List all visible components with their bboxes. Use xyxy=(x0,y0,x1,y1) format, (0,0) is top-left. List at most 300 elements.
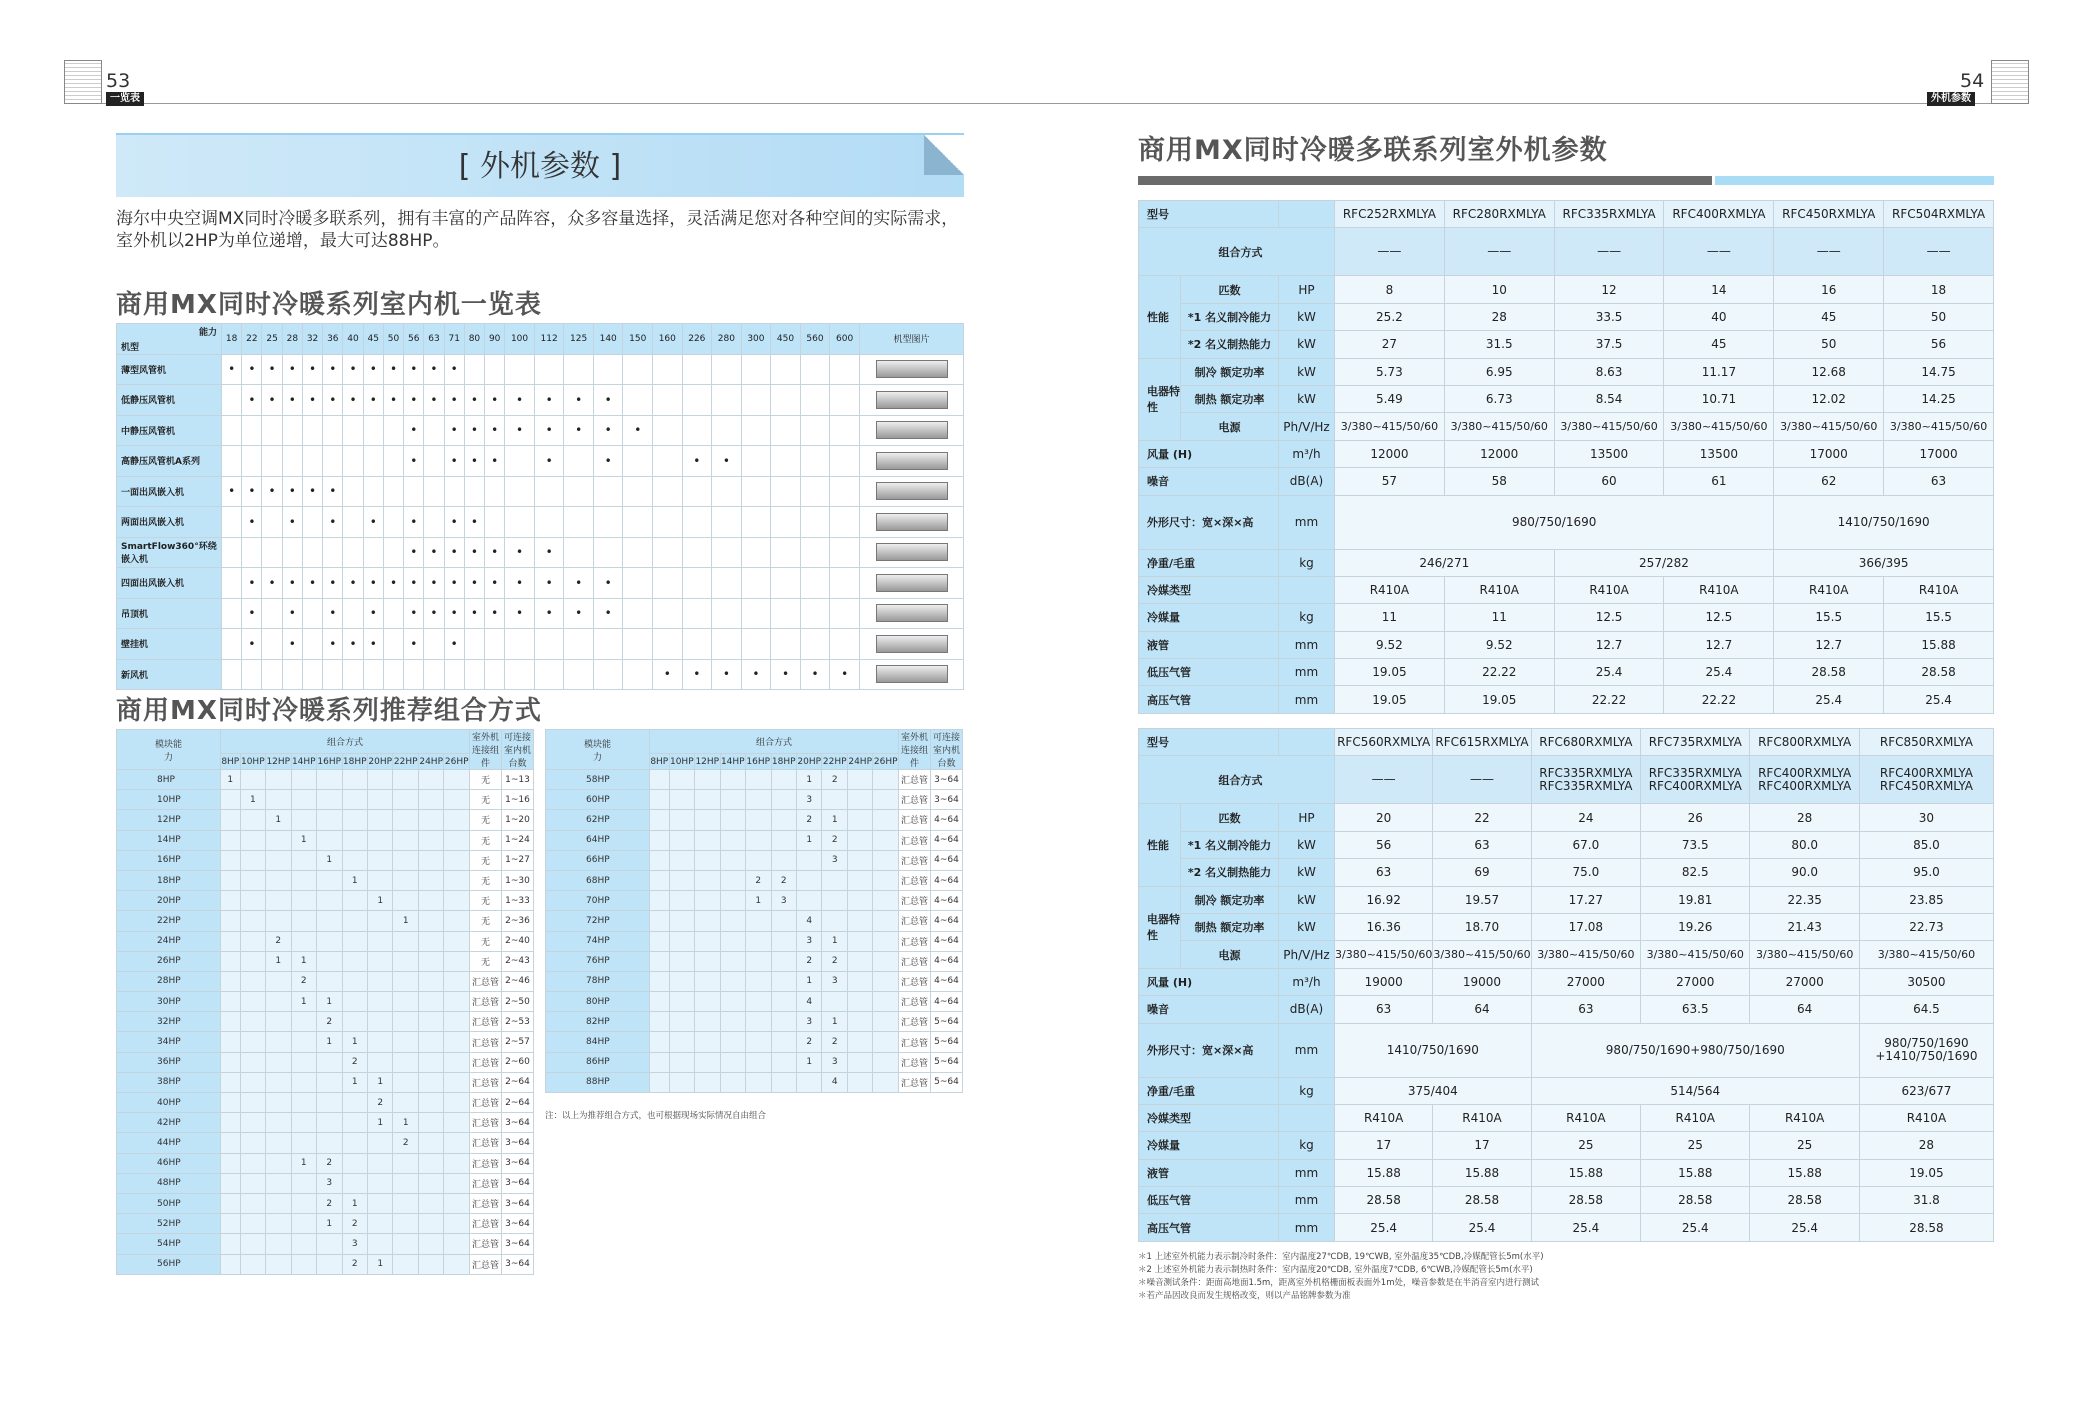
combo-count-cell xyxy=(873,992,899,1012)
combo-count-cell xyxy=(720,1032,745,1052)
unit-image-cell xyxy=(860,629,964,660)
matrix-cell xyxy=(302,507,322,538)
combo-indoor-cell: 5~64 xyxy=(931,1072,963,1092)
title-bar-dark xyxy=(1138,176,1712,185)
combo-count-cell xyxy=(650,931,670,951)
combo-outdoor-cell: 汇总管 xyxy=(899,931,931,951)
cool-power-cell: 14.75 xyxy=(1884,358,1994,385)
matrix-cell xyxy=(830,385,860,416)
cool-cap-cell: 28 xyxy=(1444,303,1554,330)
spec-model-row xyxy=(1139,729,1994,756)
power-label: 电源 xyxy=(1181,413,1279,440)
combo-count-cell xyxy=(266,971,291,991)
combo-count-cell xyxy=(796,891,821,911)
matrix-cell xyxy=(800,476,830,507)
page-number-left: 53 xyxy=(106,70,131,92)
combo-count-cell xyxy=(240,770,265,790)
matrix-cell xyxy=(262,446,282,477)
model-name-cell: RFC280RXMLYA xyxy=(1444,201,1554,228)
combo-count-cell xyxy=(650,971,670,991)
combo-indoor-cell: 3~64 xyxy=(502,1153,534,1173)
combo-outdoor-header: 室外机连接组件 xyxy=(470,730,502,770)
combo-count-cell xyxy=(291,1052,316,1072)
combo-count-cell xyxy=(418,1032,443,1052)
header-rule xyxy=(64,103,2029,104)
title-bar-light xyxy=(1715,176,1994,185)
combo-count-cell xyxy=(669,1052,694,1072)
matrix-cell: • xyxy=(404,598,424,629)
combo-hp-header: 14HP xyxy=(720,754,745,770)
matrix-cell xyxy=(623,537,653,568)
combo-count-cell xyxy=(418,770,443,790)
matrix-row-name: 高静压风管机A系列 xyxy=(117,446,222,477)
combo-count-cell xyxy=(291,1193,316,1213)
combo-outdoor-cell: 无 xyxy=(470,891,502,911)
unit-image-cell xyxy=(860,537,964,568)
combo-count-cell xyxy=(444,911,470,931)
combo-row xyxy=(117,1234,534,1254)
combo-count-cell xyxy=(221,1093,241,1113)
matrix-cell xyxy=(343,446,363,477)
combo-count-cell xyxy=(444,850,470,870)
cool-sub-label: 制冷 xyxy=(1194,893,1217,907)
air-unit: m³/h xyxy=(1279,968,1335,995)
matrix-cap-header: 140 xyxy=(593,324,623,355)
combo-cell: —— xyxy=(1884,228,1994,276)
combo-count-cell: 1 xyxy=(822,1012,847,1032)
combo-count-cell xyxy=(650,770,670,790)
matrix-cell xyxy=(800,629,830,660)
combo-count-cell xyxy=(221,992,241,1012)
matrix-cell xyxy=(444,659,464,690)
cool-power-cell: 16.92 xyxy=(1335,886,1433,913)
combo-count-cell xyxy=(393,931,418,951)
matrix-cap-header: 280 xyxy=(712,324,742,355)
combo-count-cell xyxy=(342,1012,367,1032)
heat-power-cell: 17.08 xyxy=(1531,913,1640,940)
combo-count-cell xyxy=(266,870,291,890)
combo-count-cell xyxy=(746,1072,771,1092)
combo-outdoor-cell: 汇总管 xyxy=(470,1052,502,1072)
combo-count-cell xyxy=(418,1193,443,1213)
rated-label: 额定功率 xyxy=(1220,893,1265,907)
matrix-cap-header: 90 xyxy=(485,324,505,355)
combo-count-cell: 2 xyxy=(393,1133,418,1153)
hp-cell: 12 xyxy=(1554,276,1664,303)
combo-count-cell xyxy=(367,1133,392,1153)
matrix-cell: • xyxy=(343,385,363,416)
matrix-img-header: 机型图片 xyxy=(860,324,964,355)
spec-coolp-row xyxy=(1139,358,1994,385)
combo-count-cell xyxy=(847,770,872,790)
weight-label: 净重/毛重 xyxy=(1139,1077,1279,1104)
matrix-cell xyxy=(485,507,505,538)
cool-cap-cell: 50 xyxy=(1884,303,1994,330)
combo-indoor-cell: 4~64 xyxy=(931,870,963,890)
page-tag-left: 一览表 xyxy=(106,92,144,106)
ref-unit-empty xyxy=(1279,576,1335,603)
matrix-cell xyxy=(712,385,742,416)
matrix-row-name: 吊顶机 xyxy=(117,598,222,629)
combo-count-cell: 1 xyxy=(291,1153,316,1173)
combo-count-cell xyxy=(317,971,342,991)
combo-count-cell xyxy=(221,1214,241,1234)
heat-cap-cell: 56 xyxy=(1884,331,1994,358)
combo-module-cell: 72HP xyxy=(546,911,650,931)
combo-count-cell xyxy=(418,790,443,810)
combo-cell: RFC400RXMLYA RFC400RXMLYA xyxy=(1750,756,1859,804)
combo-count-cell xyxy=(367,870,392,890)
spec-model-row xyxy=(1139,201,1994,228)
matrix-cap-header: 112 xyxy=(534,324,564,355)
matrix-cell: • xyxy=(383,354,403,385)
combo-count-cell xyxy=(847,810,872,830)
matrix-cell xyxy=(653,537,683,568)
combo-count-cell xyxy=(669,951,694,971)
matrix-cell: • xyxy=(282,507,302,538)
combo-outdoor-cell: 汇总管 xyxy=(899,971,931,991)
weight-unit: kg xyxy=(1279,1077,1335,1104)
noise-cell: 64 xyxy=(1750,996,1859,1023)
rated-label: 额定功率 xyxy=(1220,921,1265,935)
hp-cell: 10 xyxy=(1444,276,1554,303)
ref-cell: R410A xyxy=(1554,576,1664,603)
combo-count-cell xyxy=(746,830,771,850)
combo-indoor-cell: 1~16 xyxy=(502,790,534,810)
combo-count-cell xyxy=(650,1032,670,1052)
spec-highgas-row xyxy=(1139,686,1994,713)
noise-cell: 61 xyxy=(1664,468,1774,495)
liquid-unit: mm xyxy=(1279,1159,1335,1186)
combo-indoor-cell: 3~64 xyxy=(502,1133,534,1153)
weight-cell: 375/404 xyxy=(1335,1077,1532,1104)
combo-outdoor-cell: 汇总管 xyxy=(899,891,931,911)
combo-count-cell: 1 xyxy=(822,810,847,830)
combo-count-cell xyxy=(240,1012,265,1032)
matrix-row-name: 一面出风嵌入机 xyxy=(117,476,222,507)
banner-title: [ 外机参数 ] xyxy=(458,149,622,184)
combo-outdoor-cell: 汇总管 xyxy=(470,1153,502,1173)
combo-count-cell: 1 xyxy=(796,1052,821,1072)
combo-count-cell xyxy=(746,1052,771,1072)
noise-cell: 63 xyxy=(1335,996,1433,1023)
combo-count-cell xyxy=(771,1032,796,1052)
matrix-cell xyxy=(653,507,683,538)
combo-count-cell xyxy=(771,1052,796,1072)
cool-cap-cell: 56 xyxy=(1335,831,1433,858)
model-name-cell: RFC450RXMLYA xyxy=(1774,201,1884,228)
combo-count-cell xyxy=(418,931,443,951)
combo-indoor-header: 可连接室内机台数 xyxy=(502,730,534,770)
matrix-cell xyxy=(741,446,771,477)
combo-count-cell xyxy=(393,1012,418,1032)
combo-cell: —— xyxy=(1335,756,1433,804)
combo-indoor-cell: 4~64 xyxy=(931,850,963,870)
combo-label: 组合方式 xyxy=(1139,228,1335,276)
combo-count-cell xyxy=(746,850,771,870)
combo-indoor-cell: 4~64 xyxy=(931,911,963,931)
matrix-cell xyxy=(564,446,594,477)
matrix-cell xyxy=(424,659,444,690)
combo-count-cell xyxy=(317,1052,342,1072)
matrix-cell: • xyxy=(564,568,594,599)
combo-count-cell xyxy=(418,891,443,911)
combo-count-cell xyxy=(650,1052,670,1072)
matrix-cell: • xyxy=(242,385,262,416)
combo-hp-header: 16HP xyxy=(317,754,342,770)
matrix-cell: • xyxy=(800,659,830,690)
matrix-cell: • xyxy=(242,476,262,507)
matrix-cell: • xyxy=(505,415,535,446)
combo-count-cell: 2 xyxy=(342,1254,367,1274)
combo-indoor-cell: 2~40 xyxy=(502,931,534,951)
highgas-cell: 25.4 xyxy=(1750,1214,1859,1241)
combo-count-cell xyxy=(695,1072,720,1092)
combo-count-cell xyxy=(695,1052,720,1072)
hp-cell: 18 xyxy=(1884,276,1994,303)
highgas-cell: 22.22 xyxy=(1554,686,1664,713)
combo-count-cell xyxy=(695,891,720,911)
combo-count-cell xyxy=(746,790,771,810)
matrix-cell xyxy=(323,415,343,446)
spec-power-row xyxy=(1139,413,1994,440)
combo-count-cell xyxy=(266,1012,291,1032)
combo-count-cell xyxy=(720,992,745,1012)
combo-hp-header: 8HP xyxy=(221,754,241,770)
combo-count-cell xyxy=(873,850,899,870)
matrix-cell xyxy=(282,659,302,690)
combo-row xyxy=(546,951,963,971)
matrix-cell: • xyxy=(830,659,860,690)
combo-count-cell xyxy=(342,911,367,931)
matrix-cell: • xyxy=(505,598,535,629)
matrix-cap-header: 125 xyxy=(564,324,594,355)
combo-count-cell xyxy=(291,850,316,870)
matrix-corner-bottom: 机型 xyxy=(121,342,140,353)
combo-count-cell xyxy=(873,1032,899,1052)
air-cell: 19000 xyxy=(1335,968,1433,995)
combo-hp-header: 12HP xyxy=(695,754,720,770)
combo-count-cell xyxy=(746,992,771,1012)
matrix-cell: • xyxy=(593,415,623,446)
cool-power-cell: 8.63 xyxy=(1554,358,1664,385)
matrix-cap-header: 100 xyxy=(505,324,535,355)
combo-outdoor-cell: 汇总管 xyxy=(470,992,502,1012)
combo-indoor-cell: 2~46 xyxy=(502,971,534,991)
ref-label: 冷媒类型 xyxy=(1139,576,1279,603)
matrix-row xyxy=(117,659,964,690)
combo-count-cell xyxy=(393,1193,418,1213)
combo-count-cell xyxy=(240,891,265,911)
combo-count-cell xyxy=(342,951,367,971)
combo-module-cell: 10HP xyxy=(117,790,221,810)
combo-row xyxy=(117,1153,534,1173)
combo-count-cell xyxy=(367,1052,392,1072)
combo-count-cell: 2 xyxy=(822,770,847,790)
combo-count-cell: 1 xyxy=(796,971,821,991)
cool-power-cell: 17.27 xyxy=(1531,886,1640,913)
matrix-cell xyxy=(302,598,322,629)
matrix-cell xyxy=(712,476,742,507)
matrix-cell xyxy=(564,476,594,507)
combo-module-cell: 74HP xyxy=(546,931,650,951)
combo-label: 组合方式 xyxy=(1139,756,1335,804)
matrix-cell xyxy=(564,354,594,385)
cool-cap-cell: 33.5 xyxy=(1554,303,1664,330)
spec-charge-row xyxy=(1139,604,1994,631)
matrix-cell: • xyxy=(323,568,343,599)
combo-header-row xyxy=(117,730,534,754)
ref-cell: R410A xyxy=(1774,576,1884,603)
matrix-cap-header: 25 xyxy=(262,324,282,355)
matrix-cell: • xyxy=(282,598,302,629)
spec-liquid-row xyxy=(1139,1159,1994,1186)
combo-count-cell xyxy=(771,830,796,850)
combo-count-cell xyxy=(367,951,392,971)
matrix-row xyxy=(117,446,964,477)
heat-power-cell: 10.71 xyxy=(1664,385,1774,412)
combo-module-cell: 28HP xyxy=(117,971,221,991)
matrix-cell: • xyxy=(404,415,424,446)
matrix-cell: • xyxy=(343,629,363,660)
weight-unit: kg xyxy=(1279,549,1335,576)
power-cell: 3/380~415/50/60 xyxy=(1531,941,1640,968)
matrix-row-name: 薄型风管机 xyxy=(117,354,222,385)
perf-label: 性能 xyxy=(1139,804,1181,886)
matrix-cell: • xyxy=(505,568,535,599)
combo-outdoor-cell: 汇总管 xyxy=(470,1254,502,1274)
combo-count-cell: 2 xyxy=(291,971,316,991)
liquid-unit: mm xyxy=(1279,631,1335,658)
heat-cap-cell: 63 xyxy=(1335,859,1433,886)
combo-module-cell: 62HP xyxy=(546,810,650,830)
combo-count-cell xyxy=(650,1012,670,1032)
heat-cap-cell: 90.0 xyxy=(1750,859,1859,886)
combo-count-cell xyxy=(240,1173,265,1193)
combo-count-cell xyxy=(822,891,847,911)
combo-count-cell xyxy=(393,1254,418,1274)
combo-hp-header: 10HP xyxy=(240,754,265,770)
rated-label: 额定功率 xyxy=(1220,393,1265,407)
matrix-cell xyxy=(383,537,403,568)
matrix-cell: • xyxy=(623,415,653,446)
combo-count-cell xyxy=(444,1193,470,1213)
combo-row xyxy=(546,1052,963,1072)
combo-count-cell xyxy=(771,770,796,790)
ref-label: 冷媒类型 xyxy=(1139,1104,1279,1131)
combo-module-cell: 56HP xyxy=(117,1254,221,1274)
matrix-cell xyxy=(534,476,564,507)
unit-image-cell xyxy=(860,476,964,507)
matrix-cell xyxy=(464,476,484,507)
combo-outdoor-cell: 无 xyxy=(470,931,502,951)
matrix-cell xyxy=(771,507,801,538)
charge-cell: 28 xyxy=(1859,1132,1993,1159)
combo-count-cell xyxy=(418,951,443,971)
matrix-cell: • xyxy=(534,415,564,446)
matrix-cell xyxy=(712,598,742,629)
combo-count-cell: 1 xyxy=(796,830,821,850)
matrix-cell xyxy=(282,537,302,568)
matrix-cell xyxy=(712,537,742,568)
combo-outdoor-cell: 汇总管 xyxy=(470,1234,502,1254)
combo-count-cell xyxy=(444,931,470,951)
matrix-cell xyxy=(485,354,505,385)
combo-count-cell xyxy=(444,1254,470,1274)
matrix-row-name: SmartFlow360°环绕嵌入机 xyxy=(117,537,222,568)
matrix-corner-top: 能力 xyxy=(198,328,217,338)
matrix-cap-header: 300 xyxy=(741,324,771,355)
combo-count-cell xyxy=(342,931,367,951)
heat-power-cell: 14.25 xyxy=(1884,385,1994,412)
combo-indoor-cell: 3~64 xyxy=(502,1193,534,1213)
combo-outdoor-cell: 汇总管 xyxy=(470,1173,502,1193)
model-name-cell: RFC504RXMLYA xyxy=(1884,201,1994,228)
lowgas-label: 低压气管 xyxy=(1139,1187,1279,1214)
combo-count-cell xyxy=(669,830,694,850)
spec-coolp-row xyxy=(1139,886,1994,913)
combo-indoor-header: 可连接室内机台数 xyxy=(931,730,963,770)
matrix-cell xyxy=(534,659,564,690)
lowgas-cell: 28.58 xyxy=(1641,1187,1750,1214)
combo-count-cell xyxy=(240,850,265,870)
matrix-cell xyxy=(262,507,282,538)
unit-thumbnail-icon xyxy=(876,452,948,470)
noise-cell: 63.5 xyxy=(1641,996,1750,1023)
combo-count-cell xyxy=(266,770,291,790)
matrix-cell: • xyxy=(363,354,383,385)
matrix-cell: • xyxy=(323,598,343,629)
dim-cell: 980/750/1690 +1410/750/1690 xyxy=(1859,1023,1993,1077)
combo-count-cell xyxy=(342,1173,367,1193)
dim-label: 外形尺寸：宽×深×高 xyxy=(1139,1023,1279,1077)
combo-count-cell xyxy=(669,992,694,1012)
liquid-cell: 15.88 xyxy=(1641,1159,1750,1186)
model-name-cell: RFC680RXMLYA xyxy=(1531,729,1640,756)
combo-count-cell: 2 xyxy=(317,1012,342,1032)
combo-table-left xyxy=(116,729,534,1275)
combo-count-cell xyxy=(393,1214,418,1234)
page-tag-right: 外机参数 xyxy=(1927,92,1975,106)
matrix-cell xyxy=(712,415,742,446)
combo-count-cell xyxy=(695,971,720,991)
combo-count-cell xyxy=(367,911,392,931)
combo-count-cell xyxy=(367,1234,392,1254)
power-cell: 3/380~415/50/60 xyxy=(1859,941,1993,968)
unit-thumbnail-icon xyxy=(876,360,948,378)
combo-count-cell xyxy=(317,810,342,830)
matrix-cell: • xyxy=(682,659,712,690)
heat-power-cell: 12.02 xyxy=(1774,385,1884,412)
combo-module-cell: 60HP xyxy=(546,790,650,810)
highgas-cell: 19.05 xyxy=(1335,686,1445,713)
combo-count-cell xyxy=(221,891,241,911)
combo-row xyxy=(117,1133,534,1153)
matrix-cell: • xyxy=(323,385,343,416)
matrix-cell: • xyxy=(404,568,424,599)
matrix-cell xyxy=(424,476,444,507)
matrix-cell xyxy=(222,629,242,660)
combo-count-cell xyxy=(418,1052,443,1072)
charge-unit: kg xyxy=(1279,604,1335,631)
combo-count-cell xyxy=(771,810,796,830)
matrix-cell xyxy=(593,659,623,690)
combo-count-cell xyxy=(847,790,872,810)
combo-count-cell xyxy=(240,810,265,830)
cool-power-cell: 23.85 xyxy=(1859,886,1993,913)
combo-count-cell xyxy=(266,1214,291,1234)
combo-row xyxy=(117,1012,534,1032)
